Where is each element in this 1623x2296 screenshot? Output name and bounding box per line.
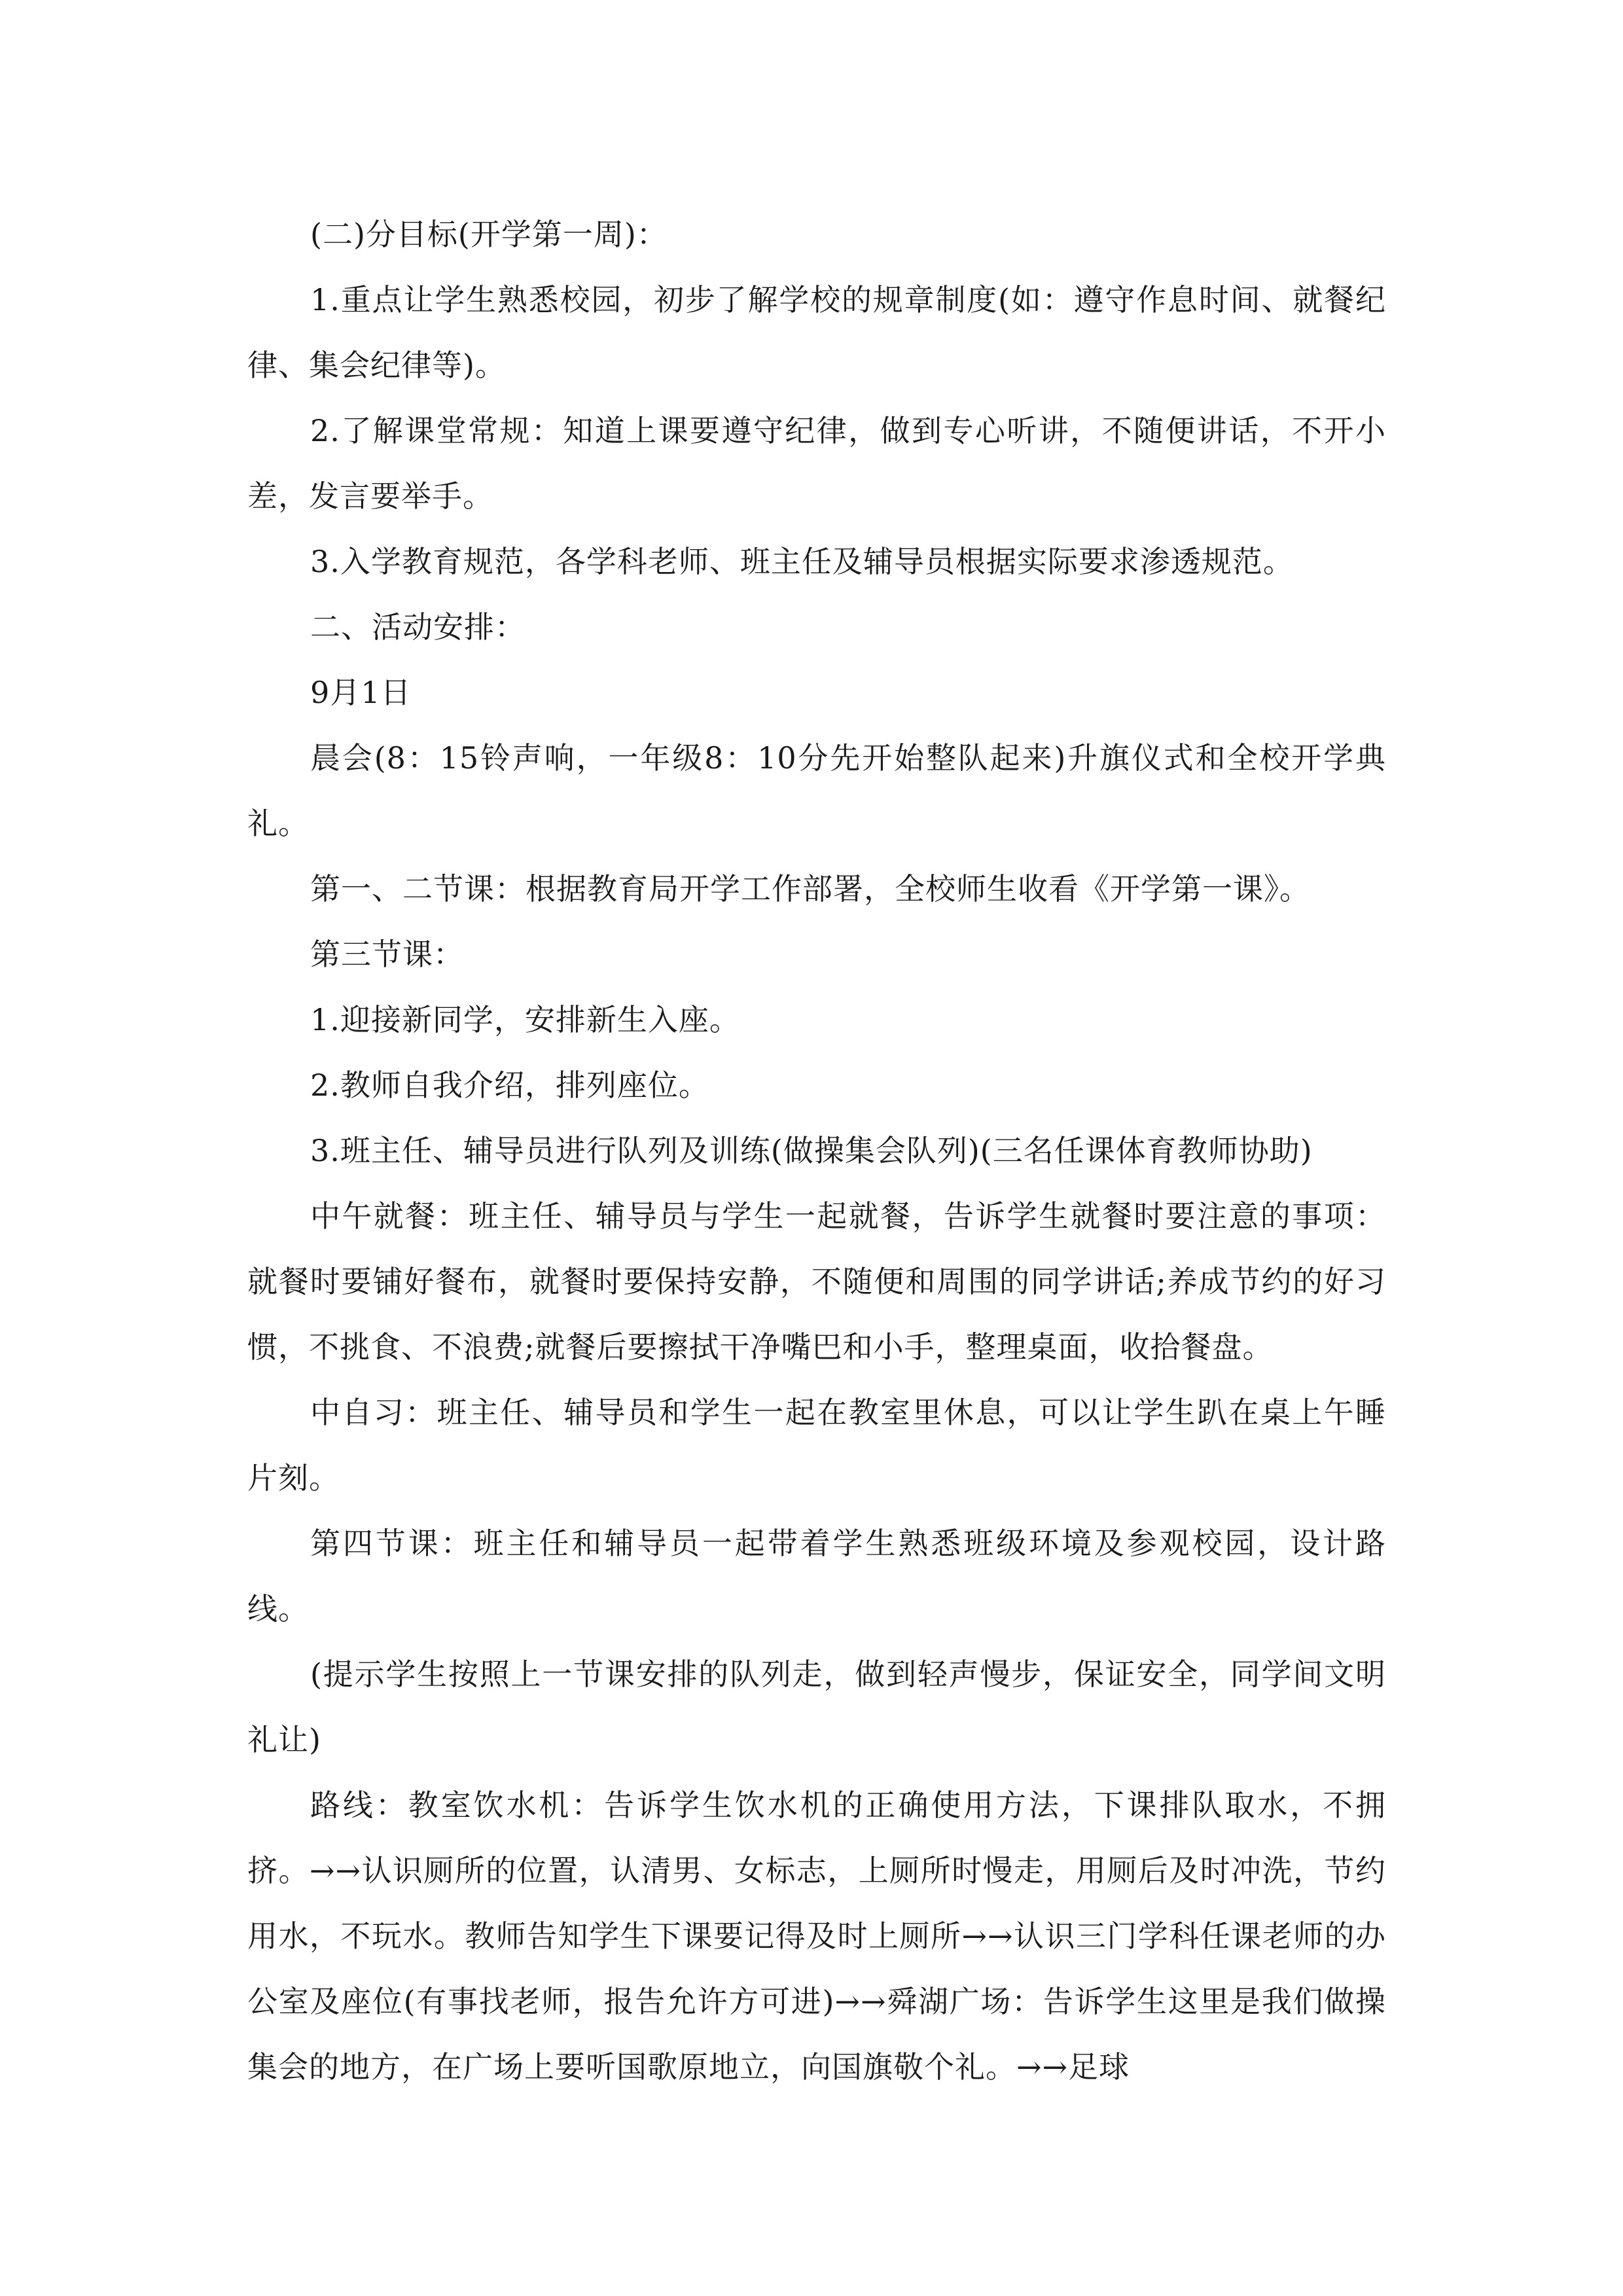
goal-item-2: 2.了解课堂常规：知道上课要遵守纪律，做到专心听讲，不随便讲话，不开小差，发言要举手。 — [247, 413, 1386, 514]
third-period-heading: 第三节课： — [310, 937, 464, 972]
document-body — [247, 202, 1386, 2100]
third-period-item-1: 1.迎接新同学，安排新生入座。 — [310, 1002, 740, 1037]
sub-goal-heading: (二)分目标(开学第一周)： — [310, 217, 668, 252]
goal-item-3: 3.入学教育规范，各学科老师、班主任及辅导员根据实际要求渗透规范。 — [310, 544, 1294, 579]
noon-study-paragraph: 中自习：班主任、辅导员和学生一起在教室里休息，可以让学生趴在桌上午睡片刻。 — [247, 1395, 1386, 1496]
morning-assembly-paragraph: 晨会(8：15铃声响，一年级8：10分先开始整队起来)升旗仪式和全校开学典礼。 — [247, 740, 1386, 841]
third-period-item-2: 2.教师自我介绍，排列座位。 — [310, 1067, 709, 1103]
date-heading: 9月1日 — [310, 675, 412, 710]
first-second-period-paragraph: 第一、二节课：根据教育局开学工作部署，全校师生收看《开学第一课》。 — [310, 871, 1310, 906]
goal-item-1: 1.重点让学生熟悉校园，初步了解学校的规章制度(如：遵守作息时间、就餐纪律、集会纪律等)。 — [247, 282, 1386, 383]
route-paragraph: 路线：教室饮水机：告诉学生饮水机的正确使用方法，下课排队取水，不拥挤。→→认识厕所的位置，认清男、女标志，上厕所时慢走，用厕后及时冲洗，节约用水，不玩水。教师告知学生下课要记得及时上厕所→→认识三门学科任课老师的办公室及座位(有事找老师，报告允许方可进)→→舜湖广场：告诉学生这里是我们做操集会的地方，在广场上要听国歌原地立，向国旗敬个礼。→→足球 — [247, 1787, 1386, 2085]
third-period-item-3: 3.班主任、辅导员进行队列及训练(做操集会队列)(三名任课体育教师协助) — [310, 1133, 1313, 1168]
activity-heading: 二、活动安排： — [310, 609, 526, 645]
reminder-paragraph: (提示学生按照上一节课安排的队列走，做到轻声慢步，保证安全，同学间文明礼让) — [247, 1657, 1386, 1757]
fourth-period-paragraph: 第四节课：班主任和辅导员一起带着学生熟悉班级环境及参观校园，设计路线。 — [247, 1526, 1386, 1626]
lunch-paragraph: 中午就餐：班主任、辅导员与学生一起就餐，告诉学生就餐时要注意的事项：就餐时要铺好餐布，就餐时要保持安静，不随便和周围的同学讲话;养成节约的好习惯，不挑食、不浪费;就餐后要擦拭干净嘴巴和小手，整理桌面，收拾餐盘。 — [247, 1198, 1386, 1365]
